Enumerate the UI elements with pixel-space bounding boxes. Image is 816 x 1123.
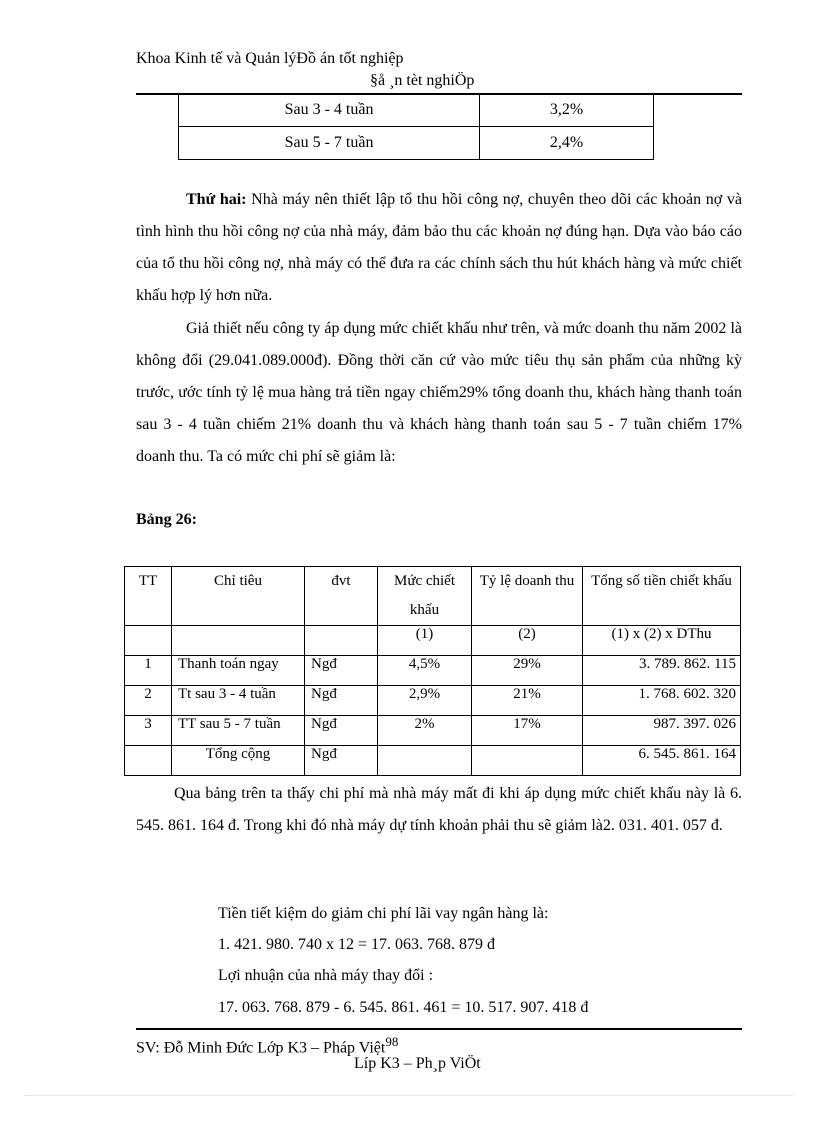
column-header: Chỉ tiêu xyxy=(172,567,305,626)
calc-line: 17. 063. 768. 879 - 6. 545. 861. 461 = 10. 517. 907. 418 đ xyxy=(218,999,589,1016)
table-cell: 3 xyxy=(125,716,172,746)
table-row xyxy=(125,656,741,686)
calc-line: 1. 421. 980. 740 x 12 = 17. 063. 768. 879 đ xyxy=(218,936,496,953)
header-title-legacy: §å ¸n tèt nghiÖp xyxy=(370,72,475,89)
table-cell: Tổng cộng xyxy=(172,746,305,776)
table-total-row xyxy=(125,746,741,776)
table-cell: Tt sau 3 - 4 tuần xyxy=(172,686,305,716)
discount-rate-table xyxy=(178,93,654,160)
table-cell: 6. 545. 861. 164 xyxy=(583,746,741,776)
table-row xyxy=(125,686,741,716)
table-cell: Ngđ xyxy=(305,686,378,716)
page-break-line xyxy=(24,1095,794,1096)
header-title: Khoa Kinh tế và Quản lýĐồ án tốt nghiệp xyxy=(136,50,404,67)
table-cell: 3. 789. 862. 115 xyxy=(583,656,741,686)
table-cell: Sau 3 - 4 tuần xyxy=(179,94,480,127)
footer-student-text: SV: Đỗ Minh Đức Lớp K3 – Pháp Việt xyxy=(136,1039,386,1057)
paragraph xyxy=(136,184,742,312)
table-cell: 29% xyxy=(472,656,583,686)
table-cell: Sau 5 - 7 tuần xyxy=(179,127,480,160)
table-cell xyxy=(125,746,172,776)
table-cell: (2) xyxy=(472,626,583,656)
table-row xyxy=(125,716,741,746)
table-cell: 2% xyxy=(378,716,472,746)
table-cell xyxy=(172,626,305,656)
table-cell: (1) x (2) x DThu xyxy=(583,626,741,656)
column-header: đvt xyxy=(305,567,378,626)
page-number: 98 xyxy=(385,1034,399,1049)
table-cell: 2,4% xyxy=(480,127,654,160)
table-cell xyxy=(472,746,583,776)
table-cell xyxy=(125,626,172,656)
footer-class-legacy: Líp K3 – Ph¸p ViÖt xyxy=(354,1055,481,1072)
table-cell: 3,2% xyxy=(480,94,654,127)
paragraph-text: Giả thiết nếu công ty áp dụng mức chiết khấu như trên, và mức doanh thu năm 2002 là không đổi (29.041.089.000đ). Đồng thời căn cứ vào mức tiêu thụ sản phẩm của những kỳ trước, ước tính tỷ lệ mua hàng trả tiền ngay chiếm29% tổng doanh thu, khách hàng thanh toán sau 3 - 4 tuần chiếm 21% doanh thu và khách hàng thanh toán sau 5 - 7 tuần chiếm 17% doanh thu. Ta có mức chi phí sẽ giảm là: xyxy=(136,320,742,465)
paragraph-text: Qua bảng trên ta thấy chi phí mà nhà máy mất đi khi áp dụng mức chiết khấu này là 6. 545. 861. 164 đ. Trong khi đó nhà máy dự tính khoản phải thu sẽ giảm là2. 031. 401. 057 đ. xyxy=(136,785,742,834)
table-cell: 2,9% xyxy=(378,686,472,716)
footer-student xyxy=(136,1034,398,1057)
column-header: Mức chiết khấu xyxy=(378,567,472,626)
column-header: Tổng số tiền chiết khấu xyxy=(583,567,741,626)
paragraph xyxy=(136,778,742,842)
table-cell: Thanh toán ngay xyxy=(172,656,305,686)
table-cell: 1 xyxy=(125,656,172,686)
footer-rule xyxy=(136,1028,742,1030)
table-cell: 2 xyxy=(125,686,172,716)
table-header-row xyxy=(125,567,741,626)
table-cell xyxy=(305,626,378,656)
table-row xyxy=(179,127,654,160)
table-cell xyxy=(378,746,472,776)
table-cell: 17% xyxy=(472,716,583,746)
table-cell: Ngđ xyxy=(305,656,378,686)
paragraph-lead: Thứ hai: xyxy=(186,191,247,208)
table-cell: (1) xyxy=(378,626,472,656)
table-row xyxy=(179,94,654,127)
calc-line: Lợi nhuận của nhà máy thay đổi : xyxy=(218,967,434,984)
table-row xyxy=(125,626,741,656)
discount-cost-table xyxy=(124,566,741,776)
column-header: TT xyxy=(125,567,172,626)
paragraph xyxy=(136,313,742,473)
calc-line: Tiền tiết kiệm do giảm chi phí lãi vay ngân hàng là: xyxy=(218,905,549,922)
table-cell: 987. 397. 026 xyxy=(583,716,741,746)
table-cell: Ngđ xyxy=(305,746,378,776)
table-cell: 4,5% xyxy=(378,656,472,686)
table-cell: 1. 768. 602. 320 xyxy=(583,686,741,716)
table-cell: TT sau 5 - 7 tuần xyxy=(172,716,305,746)
paragraph-text: Nhà máy nên thiết lập tổ thu hồi công nợ, chuyên theo dõi các khoản nợ và tình hình thu hồi công nợ của nhà máy, đảm bảo thu các khoản nợ đúng hạn. Dựa vào báo cáo của tổ thu hồi công nợ, nhà máy có thể đưa ra các chính sách thu hút khách hàng và mức chiết khấu hợp lý hơn nữa. xyxy=(136,191,742,304)
table-title: Bảng 26: xyxy=(136,511,197,528)
column-header: Tỷ lệ doanh thu xyxy=(472,567,583,626)
table-cell: 21% xyxy=(472,686,583,716)
table-cell: Ngđ xyxy=(305,716,378,746)
